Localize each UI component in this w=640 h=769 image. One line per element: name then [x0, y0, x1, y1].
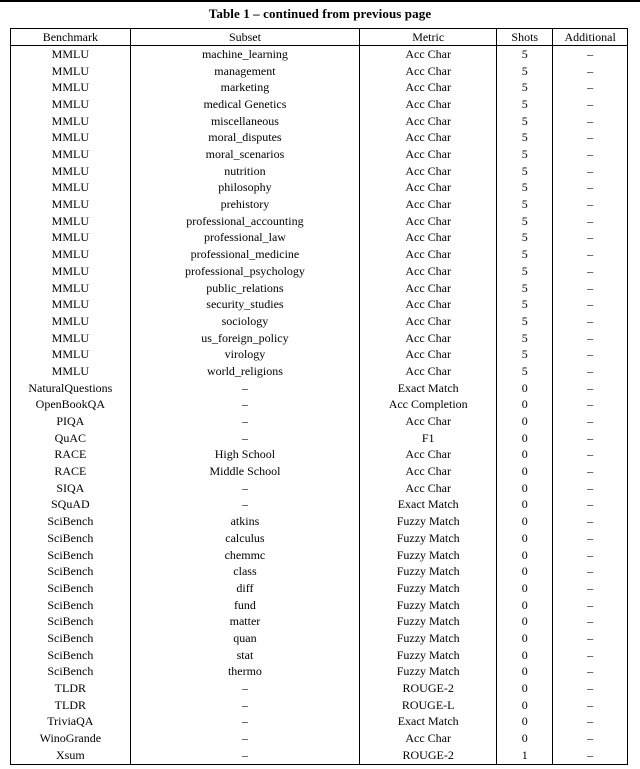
cell-additional: –	[553, 230, 628, 247]
cell-subset: management	[130, 63, 360, 80]
cell-shots: 0	[497, 413, 553, 430]
cell-metric: Acc Char	[360, 463, 497, 480]
cell-metric: Acc Char	[360, 263, 497, 280]
table-row	[11, 630, 628, 647]
cell-benchmark: TriviaQA	[11, 714, 131, 731]
cell-additional: –	[553, 363, 628, 380]
table-row	[11, 480, 628, 497]
cell-shots: 0	[497, 730, 553, 747]
cell-additional: –	[553, 630, 628, 647]
cell-shots: 0	[497, 597, 553, 614]
cell-shots: 0	[497, 563, 553, 580]
cell-benchmark: SciBench	[11, 563, 131, 580]
column-header-shots: Shots	[497, 29, 553, 46]
table-row	[11, 130, 628, 147]
cell-shots: 5	[497, 346, 553, 363]
cell-benchmark: Xsum	[11, 747, 131, 765]
cell-shots: 5	[497, 263, 553, 280]
cell-subset: Middle School	[130, 463, 360, 480]
cell-benchmark: SciBench	[11, 547, 131, 564]
cell-subset: –	[130, 430, 360, 447]
cell-subset: professional_accounting	[130, 213, 360, 230]
column-header-subset: Subset	[130, 29, 360, 46]
cell-subset: sociology	[130, 313, 360, 330]
cell-subset: security_studies	[130, 296, 360, 313]
table-row	[11, 647, 628, 664]
cell-subset: chemmc	[130, 547, 360, 564]
cell-shots: 0	[497, 463, 553, 480]
cell-subset: diff	[130, 580, 360, 597]
table-row	[11, 714, 628, 731]
table-row	[11, 363, 628, 380]
cell-benchmark: MMLU	[11, 130, 131, 147]
cell-benchmark: SciBench	[11, 664, 131, 681]
cell-additional: –	[553, 79, 628, 96]
cell-additional: –	[553, 380, 628, 397]
cell-metric: Acc Char	[360, 230, 497, 247]
cell-additional: –	[553, 714, 628, 731]
cell-additional: –	[553, 296, 628, 313]
column-header-additional: Additional	[553, 29, 628, 46]
cell-shots: 0	[497, 513, 553, 530]
cell-additional: –	[553, 597, 628, 614]
cell-subset: –	[130, 680, 360, 697]
cell-subset: atkins	[130, 513, 360, 530]
cell-additional: –	[553, 413, 628, 430]
column-header-metric: Metric	[360, 29, 497, 46]
cell-metric: Exact Match	[360, 380, 497, 397]
cell-shots: 0	[497, 664, 553, 681]
cell-benchmark: MMLU	[11, 113, 131, 130]
table-row	[11, 530, 628, 547]
cell-shots: 0	[497, 714, 553, 731]
cell-subset: philosophy	[130, 180, 360, 197]
cell-shots: 0	[497, 397, 553, 414]
cell-subset: professional_medicine	[130, 246, 360, 263]
cell-shots: 0	[497, 480, 553, 497]
cell-metric: Acc Char	[360, 346, 497, 363]
table-row	[11, 447, 628, 464]
cell-additional: –	[553, 246, 628, 263]
cell-metric: Acc Char	[360, 363, 497, 380]
cell-metric: Fuzzy Match	[360, 597, 497, 614]
cell-benchmark: MMLU	[11, 63, 131, 80]
cell-additional: –	[553, 447, 628, 464]
cell-additional: –	[553, 563, 628, 580]
cell-metric: Acc Char	[360, 213, 497, 230]
cell-subset: professional_law	[130, 230, 360, 247]
cell-metric: Acc Char	[360, 330, 497, 347]
table-row	[11, 196, 628, 213]
table-row	[11, 330, 628, 347]
table-row	[11, 46, 628, 63]
cell-benchmark: SciBench	[11, 580, 131, 597]
cell-benchmark: TLDR	[11, 680, 131, 697]
cell-shots: 5	[497, 79, 553, 96]
cell-shots: 0	[497, 430, 553, 447]
cell-metric: Acc Char	[360, 246, 497, 263]
cell-metric: Fuzzy Match	[360, 613, 497, 630]
cell-metric: Acc Char	[360, 413, 497, 430]
table-row	[11, 213, 628, 230]
cell-shots: 5	[497, 63, 553, 80]
cell-shots: 0	[497, 547, 553, 564]
cell-additional: –	[553, 647, 628, 664]
cell-metric: Fuzzy Match	[360, 647, 497, 664]
cell-shots: 5	[497, 246, 553, 263]
cell-metric: Acc Completion	[360, 397, 497, 414]
cell-benchmark: SciBench	[11, 513, 131, 530]
cell-additional: –	[553, 163, 628, 180]
cell-shots: 5	[497, 146, 553, 163]
cell-benchmark: NaturalQuestions	[11, 380, 131, 397]
cell-shots: 5	[497, 96, 553, 113]
cell-additional: –	[553, 747, 628, 765]
table-row	[11, 497, 628, 514]
cell-benchmark: SciBench	[11, 647, 131, 664]
table-row	[11, 563, 628, 580]
cell-additional: –	[553, 547, 628, 564]
cell-shots: 0	[497, 697, 553, 714]
table-row	[11, 664, 628, 681]
cell-additional: –	[553, 346, 628, 363]
cell-shots: 5	[497, 230, 553, 247]
cell-shots: 0	[497, 630, 553, 647]
cell-additional: –	[553, 330, 628, 347]
cell-benchmark: MMLU	[11, 313, 131, 330]
cell-subset: marketing	[130, 79, 360, 96]
cell-subset: thermo	[130, 664, 360, 681]
table-row	[11, 296, 628, 313]
cell-additional: –	[553, 146, 628, 163]
cell-benchmark: SciBench	[11, 597, 131, 614]
cell-benchmark: MMLU	[11, 263, 131, 280]
table-row	[11, 597, 628, 614]
cell-metric: Acc Char	[360, 280, 497, 297]
cell-subset: High School	[130, 447, 360, 464]
cell-subset: –	[130, 497, 360, 514]
cell-benchmark: SciBench	[11, 613, 131, 630]
cell-subset: –	[130, 380, 360, 397]
cell-additional: –	[553, 613, 628, 630]
cell-benchmark: MMLU	[11, 296, 131, 313]
cell-subset: public_relations	[130, 280, 360, 297]
cell-metric: Exact Match	[360, 497, 497, 514]
cell-additional: –	[553, 697, 628, 714]
cell-additional: –	[553, 480, 628, 497]
cell-metric: Fuzzy Match	[360, 664, 497, 681]
cell-additional: –	[553, 580, 628, 597]
table-row	[11, 697, 628, 714]
table-row	[11, 747, 628, 765]
cell-shots: 5	[497, 313, 553, 330]
table-row	[11, 613, 628, 630]
cell-metric: Acc Char	[360, 96, 497, 113]
cell-shots: 0	[497, 447, 553, 464]
cell-subset: miscellaneous	[130, 113, 360, 130]
table-row	[11, 113, 628, 130]
cell-additional: –	[553, 430, 628, 447]
cell-benchmark: SciBench	[11, 630, 131, 647]
cell-shots: 5	[497, 163, 553, 180]
cell-additional: –	[553, 96, 628, 113]
cell-metric: Acc Char	[360, 196, 497, 213]
cell-shots: 5	[497, 363, 553, 380]
cell-benchmark: RACE	[11, 463, 131, 480]
cell-benchmark: MMLU	[11, 230, 131, 247]
cell-shots: 0	[497, 647, 553, 664]
cell-shots: 0	[497, 580, 553, 597]
cell-benchmark: OpenBookQA	[11, 397, 131, 414]
cell-shots: 0	[497, 380, 553, 397]
table-row	[11, 146, 628, 163]
cell-benchmark: TLDR	[11, 697, 131, 714]
cell-metric: Acc Char	[360, 480, 497, 497]
cell-additional: –	[553, 63, 628, 80]
cell-subset: class	[130, 563, 360, 580]
header-row	[11, 29, 628, 46]
cell-additional: –	[553, 397, 628, 414]
cell-additional: –	[553, 180, 628, 197]
cell-additional: –	[553, 196, 628, 213]
cell-metric: Acc Char	[360, 63, 497, 80]
cell-benchmark: MMLU	[11, 330, 131, 347]
cell-benchmark: MMLU	[11, 196, 131, 213]
cell-benchmark: MMLU	[11, 46, 131, 63]
cell-subset: quan	[130, 630, 360, 647]
cell-subset: moral_disputes	[130, 130, 360, 147]
page-top-rule	[0, 0, 640, 2]
cell-additional: –	[553, 497, 628, 514]
cell-benchmark: MMLU	[11, 280, 131, 297]
table-body	[11, 46, 628, 765]
cell-subset: –	[130, 714, 360, 731]
cell-shots: 5	[497, 213, 553, 230]
table-row	[11, 246, 628, 263]
cell-metric: Acc Char	[360, 130, 497, 147]
cell-metric: Fuzzy Match	[360, 513, 497, 530]
table-row	[11, 463, 628, 480]
cell-additional: –	[553, 213, 628, 230]
table-row	[11, 280, 628, 297]
cell-additional: –	[553, 113, 628, 130]
table-row	[11, 63, 628, 80]
table-row	[11, 263, 628, 280]
cell-metric: ROUGE-2	[360, 747, 497, 765]
cell-metric: Acc Char	[360, 447, 497, 464]
cell-shots: 5	[497, 180, 553, 197]
cell-benchmark: WinoGrande	[11, 730, 131, 747]
cell-metric: Fuzzy Match	[360, 563, 497, 580]
cell-benchmark: MMLU	[11, 79, 131, 96]
table-row	[11, 730, 628, 747]
cell-metric: Acc Char	[360, 180, 497, 197]
cell-shots: 5	[497, 330, 553, 347]
cell-subset: nutrition	[130, 163, 360, 180]
cell-metric: Acc Char	[360, 146, 497, 163]
cell-benchmark: MMLU	[11, 96, 131, 113]
cell-subset: world_religions	[130, 363, 360, 380]
table-row	[11, 547, 628, 564]
cell-benchmark: SQuAD	[11, 497, 131, 514]
cell-subset: –	[130, 730, 360, 747]
cell-additional: –	[553, 664, 628, 681]
cell-subset: virology	[130, 346, 360, 363]
cell-benchmark: MMLU	[11, 246, 131, 263]
cell-subset: calculus	[130, 530, 360, 547]
cell-metric: Fuzzy Match	[360, 547, 497, 564]
table-header	[11, 29, 628, 46]
cell-shots: 1	[497, 747, 553, 765]
column-header-benchmark: Benchmark	[11, 29, 131, 46]
table-row	[11, 313, 628, 330]
cell-subset: prehistory	[130, 196, 360, 213]
cell-additional: –	[553, 46, 628, 63]
cell-benchmark: MMLU	[11, 180, 131, 197]
cell-subset: moral_scenarios	[130, 146, 360, 163]
table-row	[11, 413, 628, 430]
table-row	[11, 346, 628, 363]
cell-subset: –	[130, 413, 360, 430]
table-row	[11, 230, 628, 247]
cell-subset: fund	[130, 597, 360, 614]
cell-metric: Acc Char	[360, 79, 497, 96]
cell-additional: –	[553, 680, 628, 697]
cell-shots: 5	[497, 46, 553, 63]
table-row	[11, 397, 628, 414]
cell-benchmark: MMLU	[11, 146, 131, 163]
cell-metric: Acc Char	[360, 163, 497, 180]
cell-shots: 5	[497, 196, 553, 213]
cell-benchmark: SIQA	[11, 480, 131, 497]
cell-shots: 5	[497, 296, 553, 313]
cell-benchmark: MMLU	[11, 163, 131, 180]
cell-metric: Acc Char	[360, 313, 497, 330]
cell-subset: –	[130, 397, 360, 414]
cell-additional: –	[553, 463, 628, 480]
table-row	[11, 163, 628, 180]
cell-metric: F1	[360, 430, 497, 447]
cell-shots: 0	[497, 680, 553, 697]
cell-additional: –	[553, 730, 628, 747]
cell-additional: –	[553, 130, 628, 147]
cell-subset: matter	[130, 613, 360, 630]
cell-metric: Acc Char	[360, 730, 497, 747]
cell-shots: 0	[497, 497, 553, 514]
table-row	[11, 430, 628, 447]
cell-subset: professional_psychology	[130, 263, 360, 280]
cell-subset: –	[130, 480, 360, 497]
cell-shots: 5	[497, 130, 553, 147]
cell-benchmark: MMLU	[11, 363, 131, 380]
cell-benchmark: SciBench	[11, 530, 131, 547]
cell-subset: medical Genetics	[130, 96, 360, 113]
cell-additional: –	[553, 313, 628, 330]
cell-metric: Acc Char	[360, 113, 497, 130]
table-row	[11, 680, 628, 697]
cell-metric: Acc Char	[360, 296, 497, 313]
cell-benchmark: RACE	[11, 447, 131, 464]
cell-subset: –	[130, 697, 360, 714]
cell-metric: Exact Match	[360, 714, 497, 731]
table-row	[11, 96, 628, 113]
cell-additional: –	[553, 530, 628, 547]
cell-shots: 0	[497, 530, 553, 547]
table-caption: Table 1 – continued from previous page	[208, 6, 432, 21]
table-row	[11, 180, 628, 197]
table-row	[11, 79, 628, 96]
cell-benchmark: MMLU	[11, 213, 131, 230]
cell-metric: Fuzzy Match	[360, 580, 497, 597]
cell-additional: –	[553, 280, 628, 297]
cell-shots: 0	[497, 613, 553, 630]
cell-shots: 5	[497, 280, 553, 297]
cell-metric: Acc Char	[360, 46, 497, 63]
cell-subset: machine_learning	[130, 46, 360, 63]
cell-additional: –	[553, 263, 628, 280]
cell-shots: 5	[497, 113, 553, 130]
cell-subset: stat	[130, 647, 360, 664]
table-row	[11, 380, 628, 397]
cell-subset: –	[130, 747, 360, 765]
cell-additional: –	[553, 513, 628, 530]
cell-metric: ROUGE-2	[360, 680, 497, 697]
cell-benchmark: PIQA	[11, 413, 131, 430]
table-row	[11, 580, 628, 597]
cell-metric: Fuzzy Match	[360, 530, 497, 547]
table-row	[11, 513, 628, 530]
cell-metric: Fuzzy Match	[360, 630, 497, 647]
cell-metric: ROUGE-L	[360, 697, 497, 714]
cell-benchmark: MMLU	[11, 346, 131, 363]
benchmarks-table	[10, 28, 628, 765]
cell-subset: us_foreign_policy	[130, 330, 360, 347]
cell-benchmark: QuAC	[11, 430, 131, 447]
